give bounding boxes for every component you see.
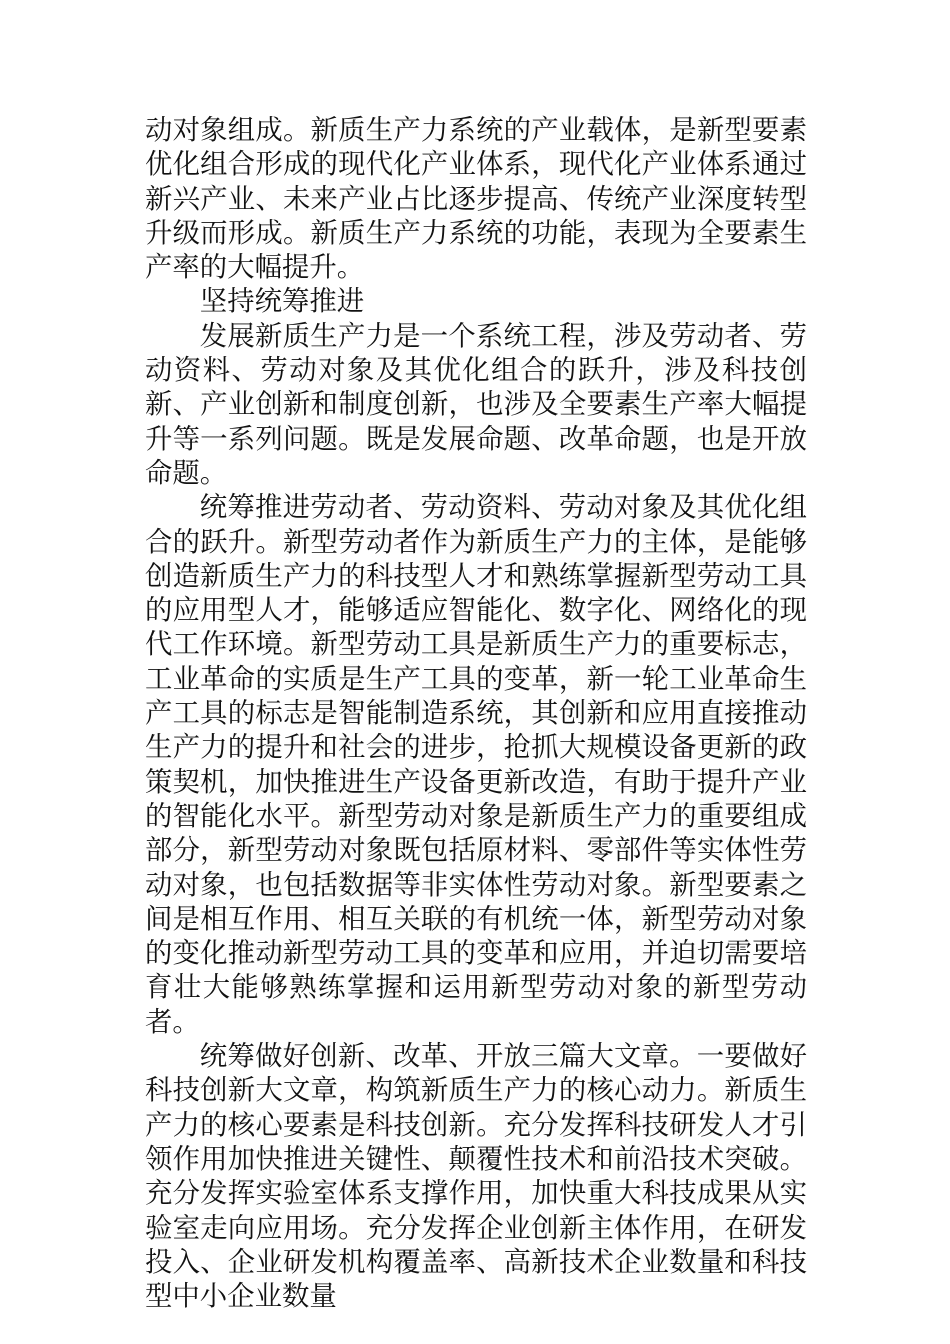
document-page [145,114,807,1314]
paragraph-innovation-reform-opening: 统筹做好创新、改革、开放三篇大文章。一要做好科技创新大文章，构筑新质生产力的核心动力。新质生产力的核心要素是科技创新。充分发挥科技研发人才引领作用加快推进关键性、颠覆性技术和前沿技术突破。充分发挥实验室体系支撑作用，加快重大科技成果从实验室走向应用场。充分发挥企业创新主体作用，在研发投入、企业研发机构覆盖率、高新技术企业数量和科技型中小企业数量 [145,1041,807,1313]
paragraph-system-engineering: 发展新质生产力是一个系统工程，涉及劳动者、劳动资料、劳动对象及其优化组合的跃升，涉及科技创新、产业创新和制度创新，也涉及全要素生产率大幅提升等一系列问题。既是发展命题、改革命题，也是开放命题。 [145,320,807,489]
paragraph-labor-elements: 统筹推进劳动者、劳动资料、劳动对象及其优化组合的跃升。新型劳动者作为新质生产力的主体，是能够创造新质生产力的科技型人才和熟练掌握新型劳动工具的应用型人才，能够适应智能化、数字化、网络化的现代工作环境。新型劳动工具是新质生产力的重要标志，工业革命的实质是生产工具的变革，新一轮工业革命生产工具的标志是智能制造系统，其创新和应用直接推动生产力的提升和社会的进步，抢抓大规模设备更新的政策契机，加快推进生产设备更新改造，有助于提升产业的智能化水平。新型劳动对象是新质生产力的重要组成部分，新型劳动对象既包括原材料、零部件等实体性劳动对象，也包括数据等非实体性劳动对象。新型要素之间是相互作用、相互关联的有机统一体，新型劳动对象的变化推动新型劳动工具的变革和应用，并迫切需要培育壮大能够熟练掌握和运用新型劳动对象的新型劳动者。 [145,492,807,1038]
section-heading: 坚持统筹推进 [199,286,365,318]
paragraph-continued: 动对象组成。新质生产力系统的产业载体，是新型要素优化组合形成的现代化产业体系，现代化产业体系通过新兴产业、未来产业占比逐步提高、传统产业深度转型升级而形成。新质生产力系统的功能，表现为全要素生产率的大幅提升。 [145,115,807,284]
